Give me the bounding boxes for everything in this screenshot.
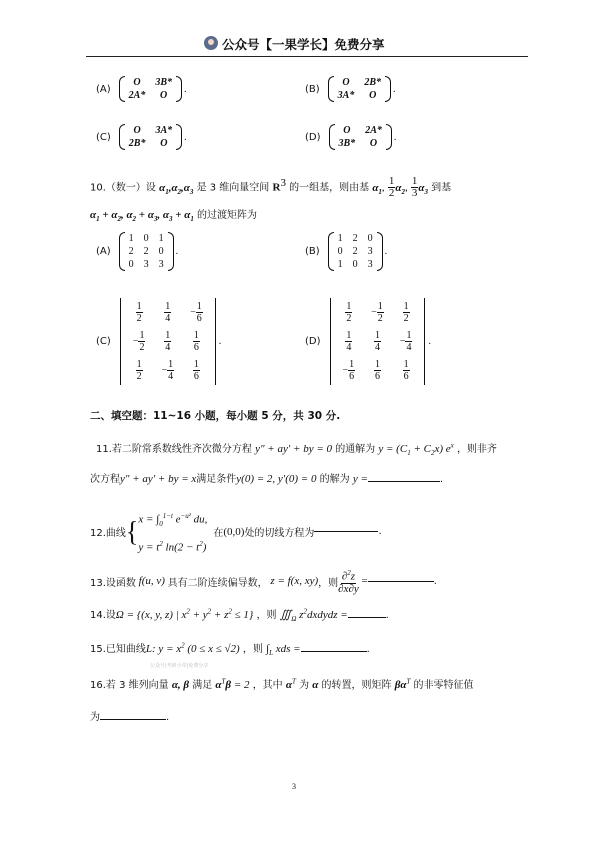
q14-answer-blank[interactable] bbox=[348, 617, 386, 618]
q10-text: 的一组基，则由基 bbox=[289, 182, 370, 194]
matrix-cell: 1 bbox=[158, 233, 164, 244]
option-label: (C) bbox=[96, 336, 111, 347]
q9-option-c: (C) O 3A* 2B* O . bbox=[96, 125, 187, 149]
q10-stem-line1: 10.（数一）设 $\alpha_1,\alpha_2,\alpha_3$ 是 3 维向量空间 $R^3$ 的一组基，则由基 $\alpha_1$, $\frac{1}{2}$ $\alpha_2$, $\frac{1}{3}$ $\alpha_3$ 到基 bbox=[90, 175, 452, 199]
q11-line1: 11.若二阶常系数线性齐次微分方程 y″ + ay′ + by = 0 的通解为 $y = (C_1 + C_2x)$ $e^x$ ，则非齐 bbox=[96, 441, 497, 458]
q12-text: 处的切线方程为 bbox=[244, 528, 315, 540]
matrix-cell: − $\frac{1}{6}$ bbox=[190, 301, 202, 324]
matrix-cell: $\frac{1}{2}$ bbox=[136, 301, 142, 324]
q16-answer-blank[interactable] bbox=[100, 719, 166, 720]
matrix-cell: 2B* bbox=[128, 138, 146, 149]
matrix-cell: − $\frac{1}{2}$ bbox=[371, 301, 383, 324]
q10-stem-line2: $\alpha_1 + \alpha_2$, $\alpha_2 + \alpha_3$, $\alpha_3 + \alpha_1$ 的过渡矩阵为 bbox=[90, 209, 258, 224]
q9-option-b: (B) O 2B* 3A* O . bbox=[305, 77, 396, 101]
q11-text: ，则非齐 bbox=[456, 444, 497, 455]
matrix-cell: 2 bbox=[352, 246, 358, 257]
q16-line1: 16.若 3 维列向量 α, β 满足 $\alpha^T\beta = 2$ ，其中 $\alpha^T$ 为 α 的转置，则矩阵 $\beta\alpha^T$ 的非零特征值 bbox=[90, 677, 474, 691]
q11-text: 次方程 bbox=[90, 474, 120, 485]
q16-text: 为 bbox=[90, 712, 100, 723]
matrix-cell: 2A* bbox=[128, 90, 146, 101]
matrix-cell: 3B* bbox=[155, 77, 172, 88]
q10-option-b: (B) 1 2 0 0 2 3 1 0 3 . bbox=[305, 233, 388, 270]
matrix-cell: − $\frac{1}{2}$ bbox=[132, 330, 145, 353]
q11-text: 的通解为 bbox=[335, 444, 376, 455]
matrix-cell: − $\frac{1}{6}$ bbox=[342, 359, 355, 382]
q14-line: 14.设Ω = {(x, y, z) | $x^2 + y^2 + z^2 \le 1$} ，则 $∭_\Omega$ $z^2dxdydz$ = . bbox=[90, 607, 389, 624]
matrix-cell: 2B* bbox=[364, 77, 382, 88]
matrix-cell: 0 bbox=[367, 233, 373, 244]
matrix-cell: − $\frac{1}{4}$ bbox=[161, 359, 174, 382]
matrix-cell: $\frac{1}{2}$ bbox=[136, 359, 142, 382]
q11-text: 满足条件 bbox=[196, 474, 237, 485]
q15-text: 15.已知曲线 bbox=[90, 644, 146, 655]
q14-text: 14.设 bbox=[90, 610, 116, 621]
matrix-cell: $\frac{1}{4}$ bbox=[165, 330, 171, 353]
matrix-cell: 1 bbox=[337, 259, 343, 270]
matrix-cell: 0 bbox=[158, 246, 164, 257]
q16-text: 满足 bbox=[192, 680, 213, 691]
q11-answer-blank[interactable] bbox=[368, 481, 440, 482]
matrix-cell: 3 bbox=[367, 246, 373, 257]
q15-answer-blank[interactable] bbox=[301, 651, 367, 652]
q12-text: 12.曲线 bbox=[90, 528, 126, 540]
option-label: (A) bbox=[96, 83, 111, 95]
matrix-cell: 0 bbox=[143, 233, 149, 244]
q10-text: 是 3 维向量空间 bbox=[196, 182, 270, 194]
q15-line: 15.已知曲线L: $y = x^2$ (0 ≤ x ≤ √2) ，则 $\int_L$ xds = . bbox=[90, 641, 370, 658]
matrix-cell: O bbox=[343, 125, 351, 136]
matrix-cell: $\frac{1}{6}$ bbox=[193, 330, 199, 353]
matrix-cell: 1 bbox=[128, 233, 134, 244]
q13-text: 13.设函数 bbox=[90, 577, 136, 589]
matrix-cell: $\frac{1}{2}$ bbox=[346, 301, 352, 324]
q10-option-d: (D) $\frac{1}{2}$ − $\frac{1}{2}$ $\frac{1}{2}$ $\frac{1}{4}$ $\frac{1}{4}$ − $\frac{1}{4}$ − $\frac{1}{6}$ $\frac{1}{6}$ $\frac{1}{6}$ . bbox=[305, 298, 431, 385]
matrix-cell: 3A* bbox=[155, 125, 173, 136]
option-label: (D) bbox=[305, 336, 321, 347]
matrix-cell: 2 bbox=[128, 246, 134, 257]
option-label: (B) bbox=[305, 83, 320, 95]
matrix-cell: 1 bbox=[337, 233, 343, 244]
q11-line2: 次方程y″ + ay′ + by = x满足条件y(0) = 2, y′(0) = 0 的解为 y = . bbox=[90, 473, 444, 485]
q12-answer-blank[interactable] bbox=[314, 531, 378, 532]
matrix-cell: 0 bbox=[337, 246, 343, 257]
q16-line2: 为 . bbox=[90, 712, 170, 723]
page-number: 3 bbox=[292, 782, 296, 791]
matrix-cell: 3 bbox=[158, 259, 164, 270]
matrix-cell: $\frac{1}{6}$ bbox=[193, 359, 199, 382]
option-label: (B) bbox=[305, 246, 320, 257]
section-title: 二、填空题：11~16 小题，每小题 5 分，共 30 分. bbox=[90, 410, 341, 422]
matrix-cell: 3 bbox=[367, 259, 373, 270]
q10-option-a: (A) 1 0 1 2 2 0 0 3 3 . bbox=[96, 233, 179, 270]
matrix-cell: $\frac{1}{4}$ bbox=[346, 330, 352, 353]
matrix-cell: O bbox=[160, 90, 168, 101]
matrix-cell: O bbox=[369, 90, 377, 101]
matrix-cell: 0 bbox=[352, 259, 358, 270]
matrix-cell: 2A* bbox=[365, 125, 382, 136]
q10-text: 的过渡矩阵为 bbox=[197, 210, 258, 221]
matrix-cell: O bbox=[133, 77, 141, 88]
option-label: (C) bbox=[96, 131, 111, 143]
q9-option-a: (A) O 3B* 2A* O . bbox=[96, 77, 187, 101]
watermark: 公众号|考研小帝|免费分享 bbox=[150, 663, 209, 669]
q16-text: 的非零特征值 bbox=[413, 680, 474, 691]
matrix-cell: O bbox=[160, 138, 168, 149]
option-label: (A) bbox=[96, 246, 111, 257]
avatar-logo bbox=[204, 36, 218, 50]
q9-option-d: (D) O 2A* 3B* O . bbox=[305, 125, 397, 149]
q13-line: 13.设函数 f(u, v) 具有二阶连续偏导数， z = f(x, xy) ，则 $\frac{\partial^2z}{\partial x\partial y}$ = . bbox=[90, 569, 437, 595]
matrix-cell: 2 bbox=[143, 246, 149, 257]
q16-text: 16.若 3 维列向量 bbox=[90, 680, 169, 691]
q10-prefix: 10.（数一）设 bbox=[90, 182, 156, 194]
matrix-cell: 0 bbox=[128, 259, 134, 270]
q12-text: 在 bbox=[213, 528, 224, 540]
q10-option-c: (C) $\frac{1}{2}$ $\frac{1}{4}$ − $\frac{1}{6}$ − $\frac{1}{2}$ $\frac{1}{4}$ $\frac{1}{6}$ $\frac{1}{2}$ − $\frac{1}{4}$ $\frac{1}{6}$ . bbox=[96, 298, 221, 385]
matrix-cell: O bbox=[369, 138, 378, 149]
matrix-cell: − $\frac{1}{4}$ bbox=[399, 330, 412, 353]
header-divider bbox=[86, 56, 528, 57]
matrix-cell: $\frac{1}{2}$ bbox=[403, 301, 409, 324]
header-title: 公众号【一果学长】免费分享 bbox=[222, 37, 385, 52]
q13-text: 具有二阶连续偏导数， bbox=[167, 577, 268, 589]
q13-text: ，则 bbox=[318, 577, 339, 589]
matrix-cell: O bbox=[133, 125, 141, 136]
matrix-cell: $\frac{1}{4}$ bbox=[165, 301, 171, 324]
q13-answer-blank[interactable] bbox=[368, 581, 434, 582]
q11-text: 11.若二阶常系数线性齐次微分方程 bbox=[96, 444, 252, 455]
q11-text: 的解为 bbox=[319, 474, 350, 485]
matrix-cell: 3B* bbox=[338, 138, 356, 149]
matrix-cell: 3 bbox=[143, 259, 149, 270]
matrix-cell: $\frac{1}{6}$ bbox=[374, 359, 380, 382]
q12-line: 12.曲线 { $x = \int_0^{1-t}$ $e^{-u^2}$ du, $y = t^2$ $\ln(2 - t^2)$ 在 (0,0) 处的切线方程为 . bbox=[90, 512, 382, 554]
q16-text: ，其中 bbox=[252, 680, 283, 691]
matrix-cell: $\frac{1}{4}$ bbox=[374, 330, 380, 353]
q10-text: 到基 bbox=[431, 182, 452, 194]
q16-text: 的转置，则矩阵 bbox=[321, 680, 392, 691]
matrix-cell: 3A* bbox=[337, 90, 355, 101]
option-label: (D) bbox=[305, 131, 321, 143]
q16-text: 为 bbox=[299, 680, 310, 691]
matrix-cell: O bbox=[342, 77, 350, 88]
matrix-cell: $\frac{1}{6}$ bbox=[403, 359, 409, 382]
q15-text: ，则 bbox=[242, 644, 263, 655]
q14-text: ，则 bbox=[256, 610, 277, 621]
matrix-cell: 2 bbox=[352, 233, 358, 244]
